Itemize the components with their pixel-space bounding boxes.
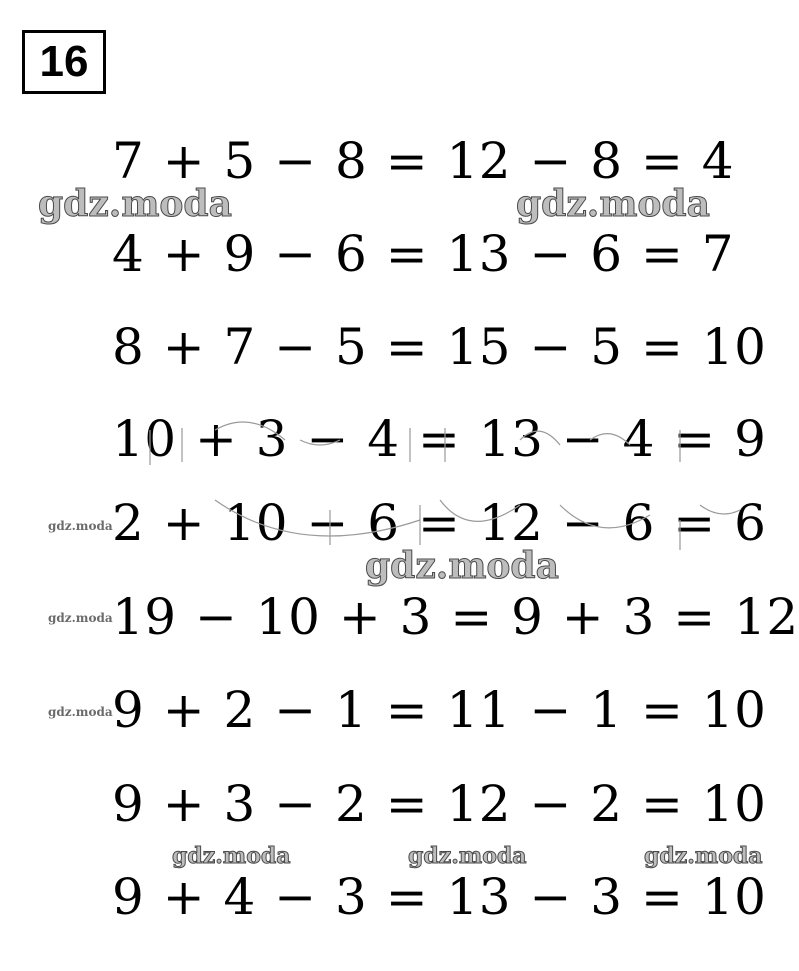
equation-line-4: 10 + 3 − 4 = 13 − 4 = 9 (112, 410, 767, 468)
equation-line-7: 9 + 2 − 1 = 11 − 1 = 10 (112, 681, 767, 739)
watermark: gdz.moda (408, 843, 527, 869)
equation-line-9: 9 + 4 − 3 = 13 − 3 = 10 (112, 868, 767, 926)
equation-line-6: 19 − 10 + 3 = 9 + 3 = 12 (112, 588, 799, 646)
watermark: gdz.moda (172, 843, 291, 869)
watermark: gdz.moda (516, 183, 710, 225)
task-number-box (22, 30, 106, 94)
watermark: gdz.moda (48, 611, 113, 625)
watermark: gdz.moda (644, 843, 763, 869)
equation-line-1: 7 + 5 − 8 = 12 − 8 = 4 (112, 132, 735, 190)
task-number: 16 (39, 37, 89, 86)
watermark: gdz.moda (48, 519, 113, 533)
watermark: gdz.moda (48, 705, 113, 719)
equation-line-8: 9 + 3 − 2 = 12 − 2 = 10 (112, 775, 767, 833)
equation-line-2: 4 + 9 − 6 = 13 − 6 = 7 (112, 225, 735, 283)
equation-line-3: 8 + 7 − 5 = 15 − 5 = 10 (112, 318, 767, 376)
watermark: gdz.moda (365, 545, 559, 587)
equation-line-5: 2 + 10 − 6 = 12 − 6 = 6 (112, 494, 767, 552)
watermark: gdz.moda (38, 183, 232, 225)
